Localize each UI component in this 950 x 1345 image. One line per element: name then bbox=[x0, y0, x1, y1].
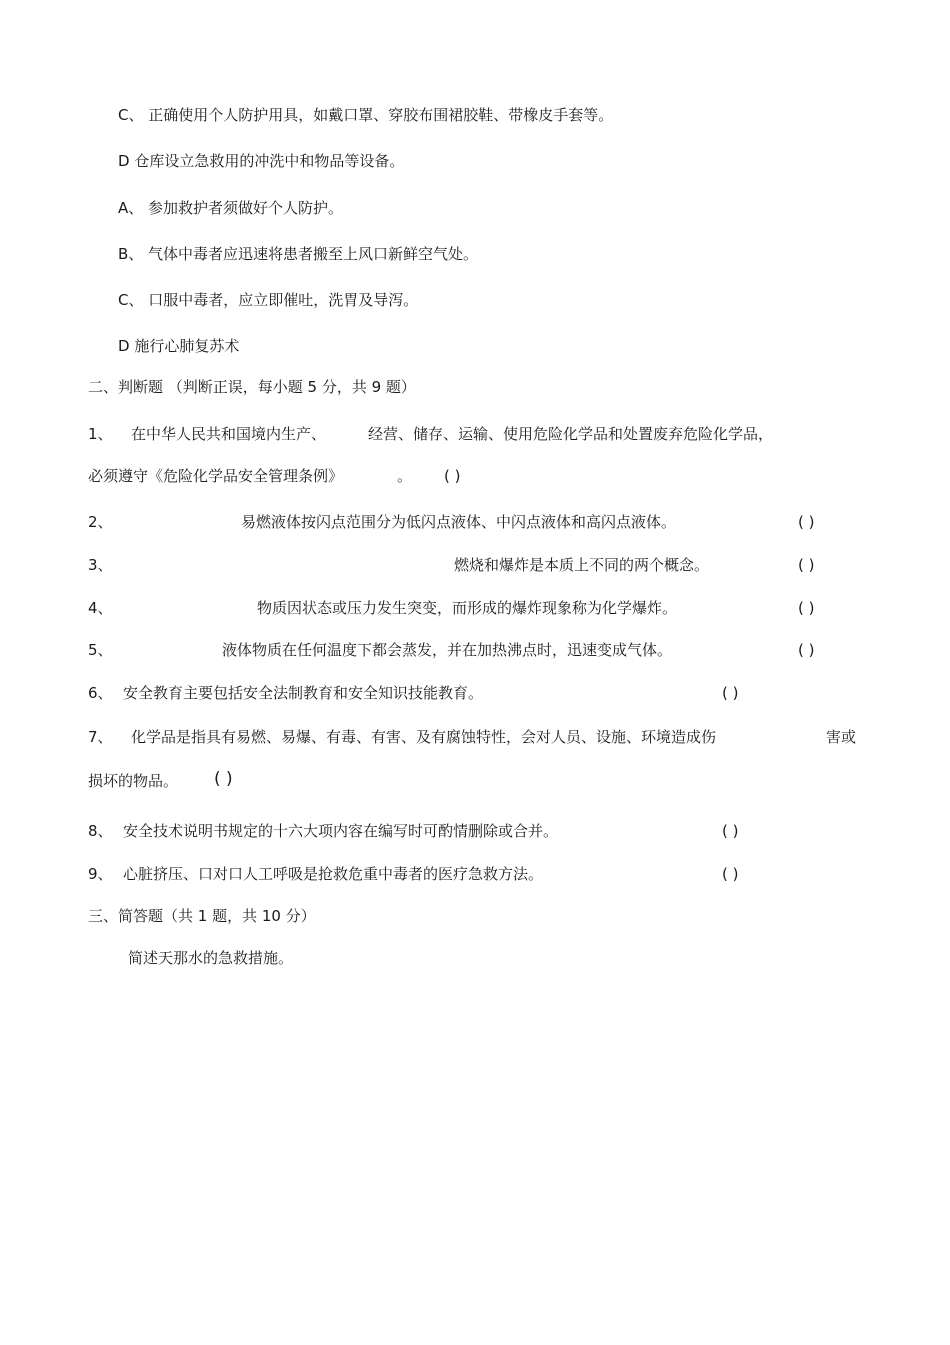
q3-number: 3、 bbox=[88, 556, 113, 574]
option-d-cpr: D 施行心肺复苏术 bbox=[118, 337, 240, 355]
q7-number: 7、 bbox=[88, 728, 113, 746]
section3-question: 简述天那水的急救措施。 bbox=[128, 949, 294, 967]
q4-answer-blank: ( ) bbox=[798, 599, 815, 617]
option-d-warehouse: D 仓库设立急救用的冲洗中和物品等设备。 bbox=[118, 152, 405, 170]
q6-text: 安全教育主要包括安全法制教育和安全知识技能教育。 bbox=[123, 684, 484, 702]
option-c-protection: C、 正确使用个人防护用具，如戴口罩、穿胶布围裙胶鞋、带橡皮手套等。 bbox=[118, 106, 614, 124]
q3-text: 燃烧和爆炸是本质上不同的两个概念。 bbox=[454, 556, 710, 574]
q7-text-line1: 化学品是指具有易燃、易爆、有毒、有害、及有腐蚀特性，会对人员、设施、环境造成伤 bbox=[131, 728, 717, 746]
q2-number: 2、 bbox=[88, 513, 113, 531]
q1-text-line2: 必须遵守《危险化学品安全管理条例》 bbox=[88, 467, 344, 485]
q2-answer-blank: ( ) bbox=[798, 513, 815, 531]
q7-text-line2: 损坏的物品。 bbox=[88, 772, 179, 790]
q4-text: 物质因状态或压力发生突变，而形成的爆炸现象称为化学爆炸。 bbox=[257, 599, 678, 617]
q8-text: 安全技术说明书规定的十六大项内容在编写时可酌情删除或合并。 bbox=[123, 822, 559, 840]
q1-text-b: 经营、储存、运输、使用危险化学品和处置废弃危险化学品， bbox=[368, 425, 774, 443]
section3-heading: 三、简答题（共 1 题，共 10 分） bbox=[88, 907, 316, 925]
q3-answer-blank: ( ) bbox=[798, 556, 815, 574]
q8-answer-blank: ( ) bbox=[722, 822, 739, 840]
q1-text-a: 在中华人民共和国境内生产、 bbox=[131, 425, 327, 443]
q1-period: 。 bbox=[397, 467, 413, 485]
q1-number: 1、 bbox=[88, 425, 113, 443]
option-c-oral-poisoning: C、 口服中毒者，应立即催吐，洗胃及导泻。 bbox=[118, 291, 419, 309]
q5-text: 液体物质在任何温度下都会蒸发，并在加热沸点时，迅速变成气体。 bbox=[222, 641, 673, 659]
q4-number: 4、 bbox=[88, 599, 113, 617]
q9-number: 9、 bbox=[88, 865, 113, 883]
q9-answer-blank: ( ) bbox=[722, 865, 739, 883]
q7-text-line1-end: 害或 bbox=[826, 728, 857, 746]
q9-text: 心脏挤压、口对口人工呼吸是抢救危重中毒者的医疗急救方法。 bbox=[123, 865, 544, 883]
section2-heading: 二、判断题 （判断正误，每小题 5 分，共 9 题） bbox=[88, 378, 416, 396]
q5-number: 5、 bbox=[88, 641, 113, 659]
q2-text: 易燃液体按闪点范围分为低闪点液体、中闪点液体和高闪点液体。 bbox=[241, 513, 677, 531]
q5-answer-blank: ( ) bbox=[798, 641, 815, 659]
q1-answer-blank: ( ) bbox=[444, 467, 461, 485]
option-a-rescuer: A、 参加救护者须做好个人防护。 bbox=[118, 199, 344, 217]
option-b-gas-poisoning: B、 气体中毒者应迅速将患者搬至上风口新鲜空气处。 bbox=[118, 245, 479, 263]
q7-answer-blank: ( ) bbox=[214, 769, 233, 789]
q8-number: 8、 bbox=[88, 822, 113, 840]
q6-number: 6、 bbox=[88, 684, 113, 702]
q6-answer-blank: ( ) bbox=[722, 684, 739, 702]
